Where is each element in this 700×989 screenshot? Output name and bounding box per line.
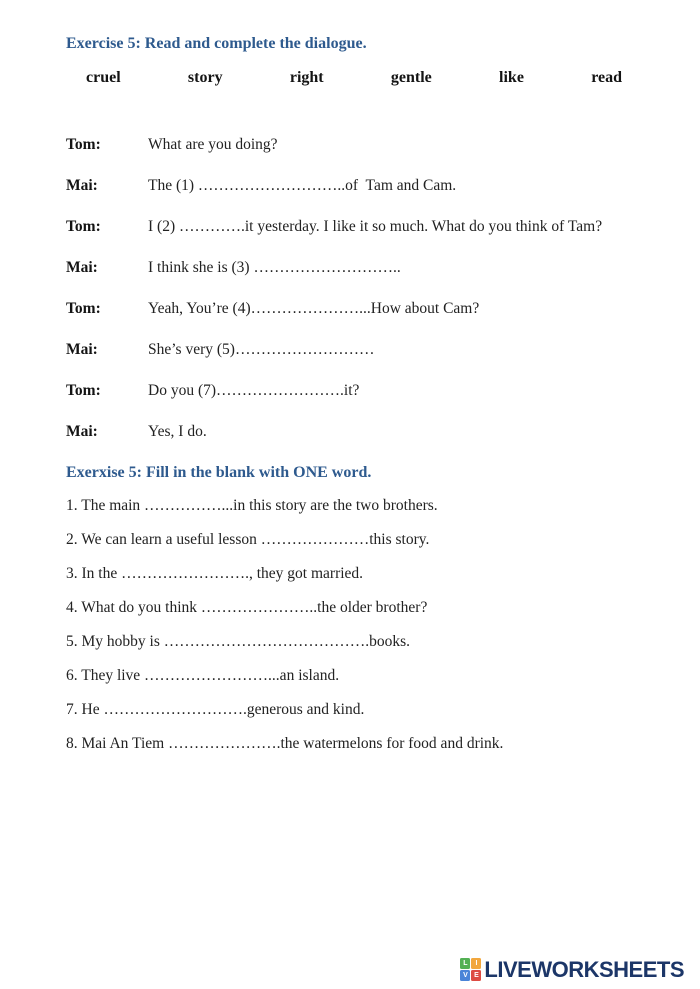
dialogue-text[interactable]: Yeah, You’re (4)…………………...How about Cam? xyxy=(148,300,480,317)
logo-tile-e: E xyxy=(471,970,481,981)
dialogue-text[interactable]: I think she is (3) ……………………….. xyxy=(148,259,401,276)
liveworksheets-wordmark: LIVEWORKSHEETS xyxy=(484,956,684,982)
word-bank-word: cruel xyxy=(86,69,121,86)
dialogue-line xyxy=(66,258,670,278)
word-bank-word: read xyxy=(591,69,622,86)
dialogue-line xyxy=(66,340,670,360)
word-bank-word: story xyxy=(187,69,223,86)
fill-blank-sentence[interactable]: 3. In the ……………………., they got married. xyxy=(66,565,364,582)
word-bank-word: right xyxy=(289,69,324,86)
fill-blank-sentences xyxy=(66,496,670,754)
dialogue-line xyxy=(66,217,670,237)
fill-blank-sentence[interactable]: 6. They live ……………………...an island. xyxy=(66,667,340,684)
word-bank-word: gentle xyxy=(390,69,432,86)
logo-tile-v: V xyxy=(460,970,470,981)
speaker-label: Tom: xyxy=(66,300,101,317)
word-bank-word: like xyxy=(499,69,524,86)
dialogue-exercise-title: Exercise 5: Read and complete the dialogue. xyxy=(66,35,367,52)
fill-blank-sentence[interactable]: 7. He ……………………….generous and kind. xyxy=(66,701,365,718)
dialogue-text[interactable]: Do you (7)…………………….it? xyxy=(148,382,360,399)
dialogue-block xyxy=(66,135,670,442)
dialogue-line xyxy=(66,176,670,196)
speaker-label: Mai: xyxy=(66,423,98,440)
dialogue-text[interactable]: I (2) ………….it yesterday. I like it so much. What do you think of Tam? xyxy=(148,218,603,235)
logo-tile-i: I xyxy=(471,958,481,969)
fill-blank-sentence[interactable]: 1. The main ……………...in this story are the two brothers. xyxy=(66,497,438,514)
speaker-label: Mai: xyxy=(66,341,98,358)
dialogue-line xyxy=(66,299,670,319)
dialogue-line xyxy=(66,381,670,401)
speaker-label: Tom: xyxy=(66,218,101,235)
fill-blank-exercise-title: Exerxise 5: Fill in the blank with ONE word. xyxy=(66,464,372,481)
logo-tile-l: L xyxy=(460,958,470,969)
dialogue-text[interactable]: Yes, I do. xyxy=(148,423,207,440)
dialogue-text[interactable]: She’s very (5)……………………… xyxy=(148,341,375,358)
fill-blank-sentence[interactable]: 8. Mai An Tiem ………………….the watermelons for food and drink. xyxy=(66,735,504,752)
fill-blank-sentence[interactable]: 5. My hobby is ………………………………….books. xyxy=(66,633,411,650)
liveworksheets-logo-icon xyxy=(460,958,481,981)
liveworksheets-branding xyxy=(460,958,684,981)
speaker-label: Mai: xyxy=(66,177,98,194)
fill-blank-sentence[interactable]: 2. We can learn a useful lesson …………………this story. xyxy=(66,531,430,548)
fill-blank-sentence[interactable]: 4. What do you think …………………..the older brother? xyxy=(66,599,428,616)
dialogue-line xyxy=(66,422,670,442)
speaker-label: Tom: xyxy=(66,382,101,399)
dialogue-text[interactable]: What are you doing? xyxy=(148,136,278,153)
speaker-label: Tom: xyxy=(66,136,101,153)
word-bank xyxy=(0,68,700,88)
speaker-label: Mai: xyxy=(66,259,98,276)
dialogue-line xyxy=(66,135,670,155)
dialogue-text[interactable]: The (1) ………………………..of Tam and Cam. xyxy=(148,177,457,194)
